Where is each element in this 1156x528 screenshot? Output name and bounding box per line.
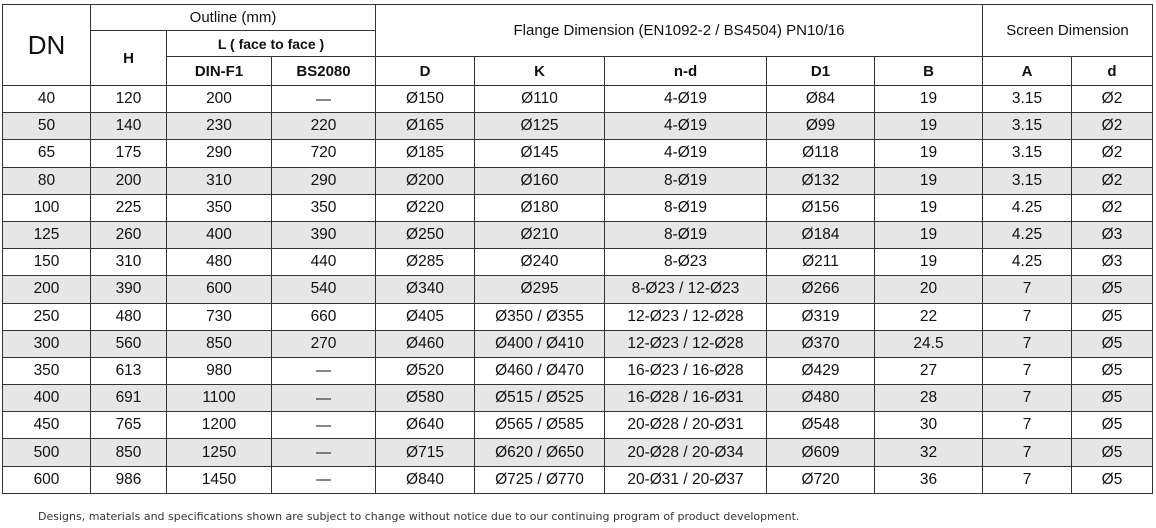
cell-b: 19 [875,221,983,248]
header-bs2080: BS2080 [272,57,376,86]
header-l: L ( face to face ) [167,31,376,57]
cell-din-f1: 850 [167,330,272,357]
cell-d1: Ø370 [767,330,875,357]
cell-din-f1: 980 [167,357,272,384]
cell-din-f1: 1100 [167,385,272,412]
cell-b: 36 [875,466,983,493]
cell-k: Ø350 / Ø355 [475,303,605,330]
cell-n-d: 12-Ø23 / 12-Ø28 [605,330,767,357]
cell-bs2080: 290 [272,167,376,194]
cell-k: Ø460 / Ø470 [475,357,605,384]
dimension-table [2,4,1153,494]
cell-n-d: 20-Ø28 / 20-Ø31 [605,412,767,439]
cell-k: Ø565 / Ø585 [475,412,605,439]
cell-dn: 600 [3,466,91,493]
cell-d-small: Ø5 [1072,412,1153,439]
cell-n-d: 8-Ø19 [605,167,767,194]
cell-bs2080: 540 [272,276,376,303]
cell-b: 19 [875,140,983,167]
cell-b: 19 [875,167,983,194]
cell-dn: 65 [3,140,91,167]
cell-din-f1: 200 [167,86,272,113]
cell-din-f1: 1450 [167,466,272,493]
cell-h: 850 [91,439,167,466]
cell-h: 613 [91,357,167,384]
cell-h: 390 [91,276,167,303]
cell-d1: Ø720 [767,466,875,493]
header-dn: DN [3,5,91,86]
cell-bs2080: 440 [272,249,376,276]
table-row [3,439,1153,466]
cell-bs2080: 390 [272,221,376,248]
cell-k: Ø145 [475,140,605,167]
cell-bs2080: — [272,385,376,412]
cell-n-d: 8-Ø19 [605,221,767,248]
table-row [3,330,1153,357]
cell-d: Ø460 [376,330,475,357]
cell-k: Ø295 [475,276,605,303]
spec-table-wrapper [2,4,1153,494]
footer-disclaimer: Designs, materials and specifications shown are subject to change without notice due to our continuing program of product development. [38,510,800,523]
cell-h: 260 [91,221,167,248]
cell-h: 120 [91,86,167,113]
cell-h: 140 [91,113,167,140]
cell-b: 19 [875,86,983,113]
cell-h: 200 [91,167,167,194]
cell-k: Ø620 / Ø650 [475,439,605,466]
cell-d-small: Ø2 [1072,140,1153,167]
cell-d-small: Ø5 [1072,276,1153,303]
cell-dn: 500 [3,439,91,466]
cell-k: Ø515 / Ø525 [475,385,605,412]
cell-din-f1: 290 [167,140,272,167]
cell-d1: Ø184 [767,221,875,248]
header-nd: n-d [605,57,767,86]
cell-dn: 450 [3,412,91,439]
cell-a: 7 [983,276,1072,303]
cell-n-d: 16-Ø28 / 16-Ø31 [605,385,767,412]
table-row [3,276,1153,303]
cell-b: 28 [875,385,983,412]
table-row [3,303,1153,330]
table-row [3,140,1153,167]
cell-d1: Ø480 [767,385,875,412]
cell-b: 32 [875,439,983,466]
cell-d: Ø200 [376,167,475,194]
cell-d-small: Ø5 [1072,303,1153,330]
cell-dn: 125 [3,221,91,248]
cell-k: Ø125 [475,113,605,140]
cell-n-d: 4-Ø19 [605,113,767,140]
cell-a: 3.15 [983,167,1072,194]
cell-k: Ø725 / Ø770 [475,466,605,493]
cell-din-f1: 480 [167,249,272,276]
cell-d1: Ø266 [767,276,875,303]
header-b: B [875,57,983,86]
cell-dn: 100 [3,194,91,221]
cell-n-d: 16-Ø23 / 16-Ø28 [605,357,767,384]
cell-dn: 50 [3,113,91,140]
cell-bs2080: — [272,86,376,113]
cell-din-f1: 1200 [167,412,272,439]
cell-dn: 80 [3,167,91,194]
cell-h: 480 [91,303,167,330]
cell-h: 765 [91,412,167,439]
cell-a: 4.25 [983,221,1072,248]
cell-d-small: Ø2 [1072,86,1153,113]
cell-a: 7 [983,385,1072,412]
cell-dn: 300 [3,330,91,357]
cell-d-small: Ø3 [1072,249,1153,276]
cell-din-f1: 600 [167,276,272,303]
cell-n-d: 8-Ø23 / 12-Ø23 [605,276,767,303]
table-row [3,412,1153,439]
cell-d-small: Ø5 [1072,385,1153,412]
cell-d-small: Ø3 [1072,221,1153,248]
cell-dn: 200 [3,276,91,303]
cell-din-f1: 230 [167,113,272,140]
cell-h: 560 [91,330,167,357]
cell-b: 24.5 [875,330,983,357]
cell-n-d: 12-Ø23 / 12-Ø28 [605,303,767,330]
cell-b: 19 [875,194,983,221]
cell-d1: Ø99 [767,113,875,140]
cell-d1: Ø156 [767,194,875,221]
cell-k: Ø210 [475,221,605,248]
cell-n-d: 8-Ø19 [605,194,767,221]
cell-d: Ø220 [376,194,475,221]
header-k: K [475,57,605,86]
cell-b: 19 [875,249,983,276]
cell-d: Ø840 [376,466,475,493]
cell-dn: 350 [3,357,91,384]
table-row [3,194,1153,221]
cell-d: Ø340 [376,276,475,303]
cell-d1: Ø609 [767,439,875,466]
cell-b: 27 [875,357,983,384]
cell-d: Ø250 [376,221,475,248]
cell-a: 4.25 [983,194,1072,221]
table-row [3,249,1153,276]
cell-din-f1: 310 [167,167,272,194]
header-h: H [91,31,167,86]
cell-d: Ø715 [376,439,475,466]
cell-d1: Ø211 [767,249,875,276]
table-row [3,221,1153,248]
cell-b: 22 [875,303,983,330]
cell-d1: Ø118 [767,140,875,167]
cell-d-small: Ø5 [1072,330,1153,357]
cell-bs2080: 660 [272,303,376,330]
cell-dn: 250 [3,303,91,330]
cell-d: Ø185 [376,140,475,167]
header-d: D [376,57,475,86]
table-row [3,385,1153,412]
header-a: A [983,57,1072,86]
cell-d-small: Ø2 [1072,113,1153,140]
cell-bs2080: 350 [272,194,376,221]
cell-k: Ø240 [475,249,605,276]
cell-n-d: 4-Ø19 [605,86,767,113]
cell-k: Ø400 / Ø410 [475,330,605,357]
cell-a: 4.25 [983,249,1072,276]
header-screen: Screen Dimension [983,5,1153,57]
cell-d-small: Ø2 [1072,167,1153,194]
cell-din-f1: 350 [167,194,272,221]
cell-d1: Ø429 [767,357,875,384]
cell-d-small: Ø5 [1072,357,1153,384]
cell-bs2080: 270 [272,330,376,357]
cell-b: 30 [875,412,983,439]
cell-bs2080: 720 [272,140,376,167]
cell-d1: Ø548 [767,412,875,439]
cell-a: 7 [983,439,1072,466]
cell-bs2080: 220 [272,113,376,140]
header-d1: D1 [767,57,875,86]
table-row [3,167,1153,194]
cell-bs2080: — [272,439,376,466]
cell-bs2080: — [272,466,376,493]
cell-d: Ø285 [376,249,475,276]
cell-d: Ø520 [376,357,475,384]
cell-d: Ø640 [376,412,475,439]
cell-n-d: 20-Ø31 / 20-Ø37 [605,466,767,493]
cell-dn: 150 [3,249,91,276]
cell-h: 310 [91,249,167,276]
table-row [3,86,1153,113]
header-d-small: d [1072,57,1153,86]
cell-d-small: Ø5 [1072,466,1153,493]
cell-a: 3.15 [983,86,1072,113]
cell-a: 7 [983,303,1072,330]
cell-d: Ø405 [376,303,475,330]
cell-d-small: Ø5 [1072,439,1153,466]
cell-n-d: 8-Ø23 [605,249,767,276]
cell-n-d: 20-Ø28 / 20-Ø34 [605,439,767,466]
cell-h: 225 [91,194,167,221]
table-body [3,86,1153,494]
cell-bs2080: — [272,357,376,384]
cell-dn: 40 [3,86,91,113]
cell-n-d: 4-Ø19 [605,140,767,167]
cell-b: 20 [875,276,983,303]
cell-a: 7 [983,330,1072,357]
cell-d1: Ø84 [767,86,875,113]
cell-h: 691 [91,385,167,412]
cell-a: 7 [983,466,1072,493]
header-outline: Outline (mm) [91,5,376,31]
cell-a: 3.15 [983,140,1072,167]
cell-d: Ø150 [376,86,475,113]
header-flange: Flange Dimension (EN1092-2 / BS4504) PN10/16 [376,5,983,57]
cell-h: 986 [91,466,167,493]
cell-a: 7 [983,357,1072,384]
cell-d1: Ø319 [767,303,875,330]
cell-din-f1: 730 [167,303,272,330]
table-row [3,113,1153,140]
cell-a: 3.15 [983,113,1072,140]
cell-h: 175 [91,140,167,167]
table-row [3,466,1153,493]
cell-bs2080: — [272,412,376,439]
cell-k: Ø160 [475,167,605,194]
cell-d: Ø580 [376,385,475,412]
cell-k: Ø180 [475,194,605,221]
table-row [3,357,1153,384]
header-din-f1: DIN-F1 [167,57,272,86]
cell-a: 7 [983,412,1072,439]
cell-dn: 400 [3,385,91,412]
cell-d: Ø165 [376,113,475,140]
cell-din-f1: 1250 [167,439,272,466]
cell-d1: Ø132 [767,167,875,194]
cell-d-small: Ø2 [1072,194,1153,221]
cell-k: Ø110 [475,86,605,113]
cell-b: 19 [875,113,983,140]
cell-din-f1: 400 [167,221,272,248]
